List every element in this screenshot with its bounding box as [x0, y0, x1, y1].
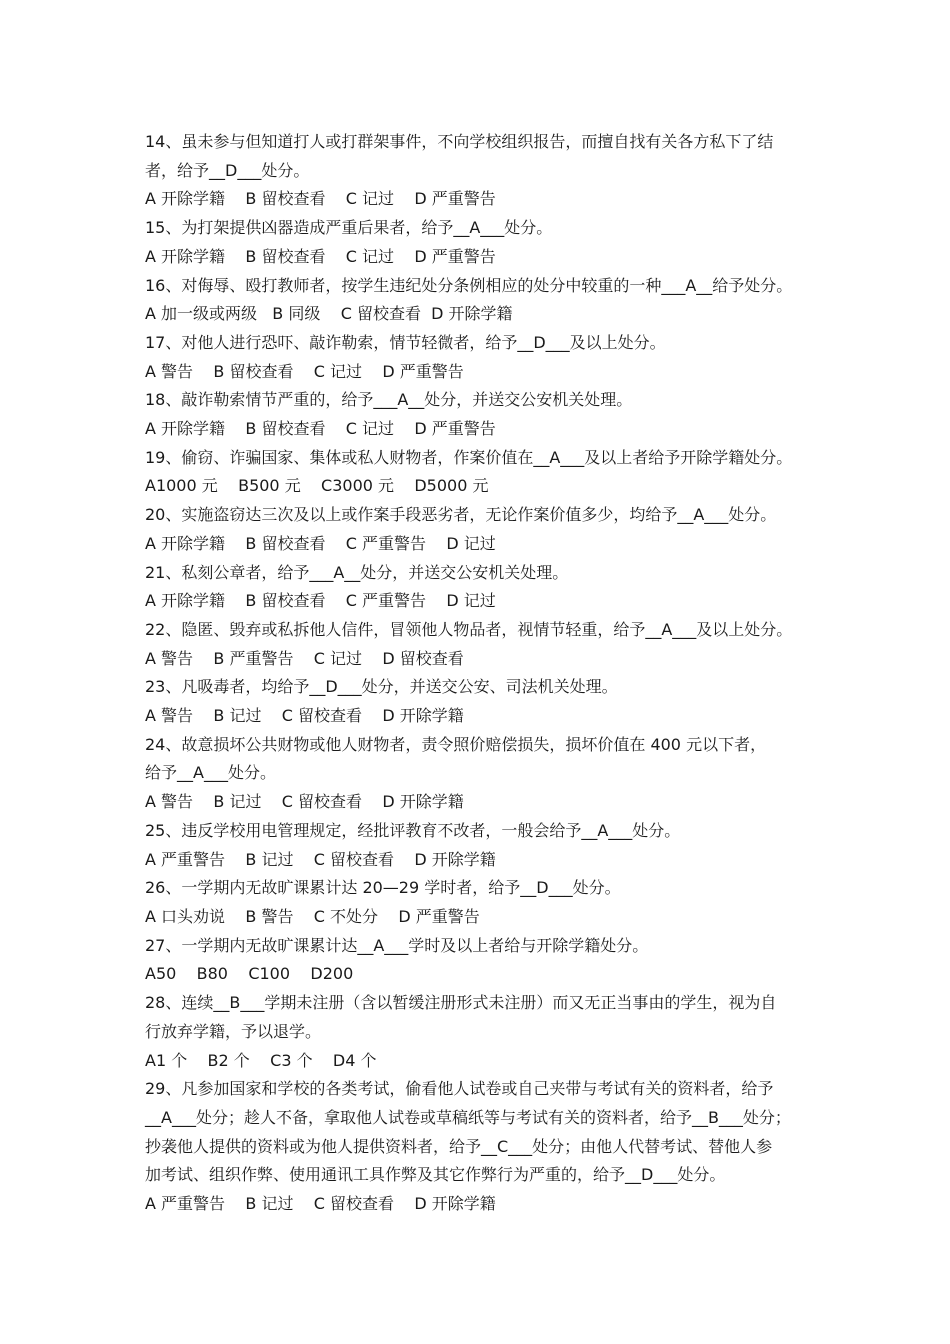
- text-line: A 警告 B 严重警告 C 记过 D 留校查看: [145, 648, 464, 668]
- text-line: 21、私刻公章者，给予___A__处分，并送交公安机关处理。: [145, 562, 569, 582]
- text-line: 29、凡参加国家和学校的各类考试，偷看他人试卷或自己夹带与考试有关的资料者，给予: [145, 1079, 774, 1099]
- text-line: 14、虽未参与但知道打人或打群架事件，不向学校组织报告，而擅自找有关各方私下了结: [145, 132, 774, 151]
- text-line: 19、偷窃、诈骗国家、集体或私人财物者，作案价值在__A___及以上者给予开除学籍处分。: [145, 447, 793, 467]
- text-line: 抄袭他人提供的资料或为他人提供资料者，给予__C___处分；由他人代替考试、替他人参: [145, 1136, 773, 1156]
- text-line: A 警告 B 记过 C 留校查看 D 开除学籍: [145, 792, 464, 812]
- text-line: 25、违反学校用电管理规定，经批评教育不改者，一般会给予__A___处分。: [145, 820, 681, 840]
- text-line: 15、为打架提供凶器造成严重后果者，给予__A___处分。: [145, 218, 553, 238]
- text-line: 24、故意损坏公共财物或他人财物者，责令照价赔偿损失，损坏价值在 400 元以下者，: [145, 734, 767, 754]
- text-line: 27、一学期内无故旷课累计达__A___学时及以上者给与开除学籍处分。: [145, 935, 649, 955]
- text-line: 18、敲诈勒索情节严重的，给予___A__处分，并送交公安机关处理。: [145, 390, 633, 410]
- text-line: A 严重警告 B 记过 C 留校查看 D 开除学籍: [145, 1194, 496, 1214]
- text-line: 28、连续__B___学期未注册（含以暂缓注册形式未注册）而又无正当事由的学生，视为自: [145, 993, 777, 1013]
- text-line: 17、对他人进行恐吓、敲诈勒索，情节轻微者，给予__D___及以上处分。: [145, 332, 666, 352]
- text-line: A 口头劝说 B 警告 C 不处分 D 严重警告: [145, 906, 480, 926]
- text-line: A50 B80 C100 D200: [145, 964, 354, 984]
- text-line: A1000 元 B500 元 C3000 元 D5000 元: [145, 476, 489, 496]
- text-line: A 开除学籍 B 留校查看 C 严重警告 D 记过: [145, 591, 496, 611]
- text-line: 16、对侮辱、殴打教师者，按学生违纪处分条例相应的处分中较重的一种___A__给予处分。: [145, 275, 793, 295]
- text-line: 行放弃学籍，予以退学。: [145, 1021, 322, 1041]
- text-line: 23、凡吸毒者，均给予__D___处分，并送交公安、司法机关处理。: [145, 677, 618, 697]
- text-line: A 开除学籍 B 留校查看 C 记过 D 严重警告: [145, 419, 496, 439]
- document-page: [145, 128, 825, 1219]
- text-line: 给予__A___处分。: [145, 763, 276, 783]
- text-line: A 开除学籍 B 留校查看 C 记过 D 严重警告: [145, 189, 496, 209]
- text-line: 26、一学期内无故旷课累计达 20—29 学时者，给予__D___处分。: [145, 878, 621, 898]
- text-line: A 开除学籍 B 留校查看 C 严重警告 D 记过: [145, 533, 496, 553]
- text-line: A 警告 B 记过 C 留校查看 D 开除学籍: [145, 706, 464, 726]
- text-line: A 警告 B 留校查看 C 记过 D 严重警告: [145, 361, 464, 381]
- text-line: 20、实施盗窃达三次及以上或作案手段恶劣者，无论作案价值多少，均给予__A___处分。: [145, 505, 777, 525]
- text-line: 22、隐匿、毁弃或私拆他人信件，冒领他人物品者，视情节轻重，给予__A___及以上处分。: [145, 619, 793, 639]
- text-line: A 开除学籍 B 留校查看 C 记过 D 严重警告: [145, 246, 496, 266]
- text-line: 加考试、组织作弊、使用通讯工具作弊及其它作弊行为严重的，给予__D___处分。: [145, 1165, 726, 1185]
- text-line: A 严重警告 B 记过 C 留校查看 D 开除学籍: [145, 849, 496, 869]
- text-line: A 加一级或两级 B 同级 C 留校查看 D 开除学籍: [145, 304, 513, 324]
- text-line: __A___处分；趁人不备，拿取他人试卷或草稿纸等与考试有关的资料者，给予__B___处分；: [145, 1107, 791, 1127]
- text-line: 者，给予__D___处分。: [145, 160, 310, 180]
- text-line: A1 个 B2 个 C3 个 D4 个: [145, 1050, 377, 1070]
